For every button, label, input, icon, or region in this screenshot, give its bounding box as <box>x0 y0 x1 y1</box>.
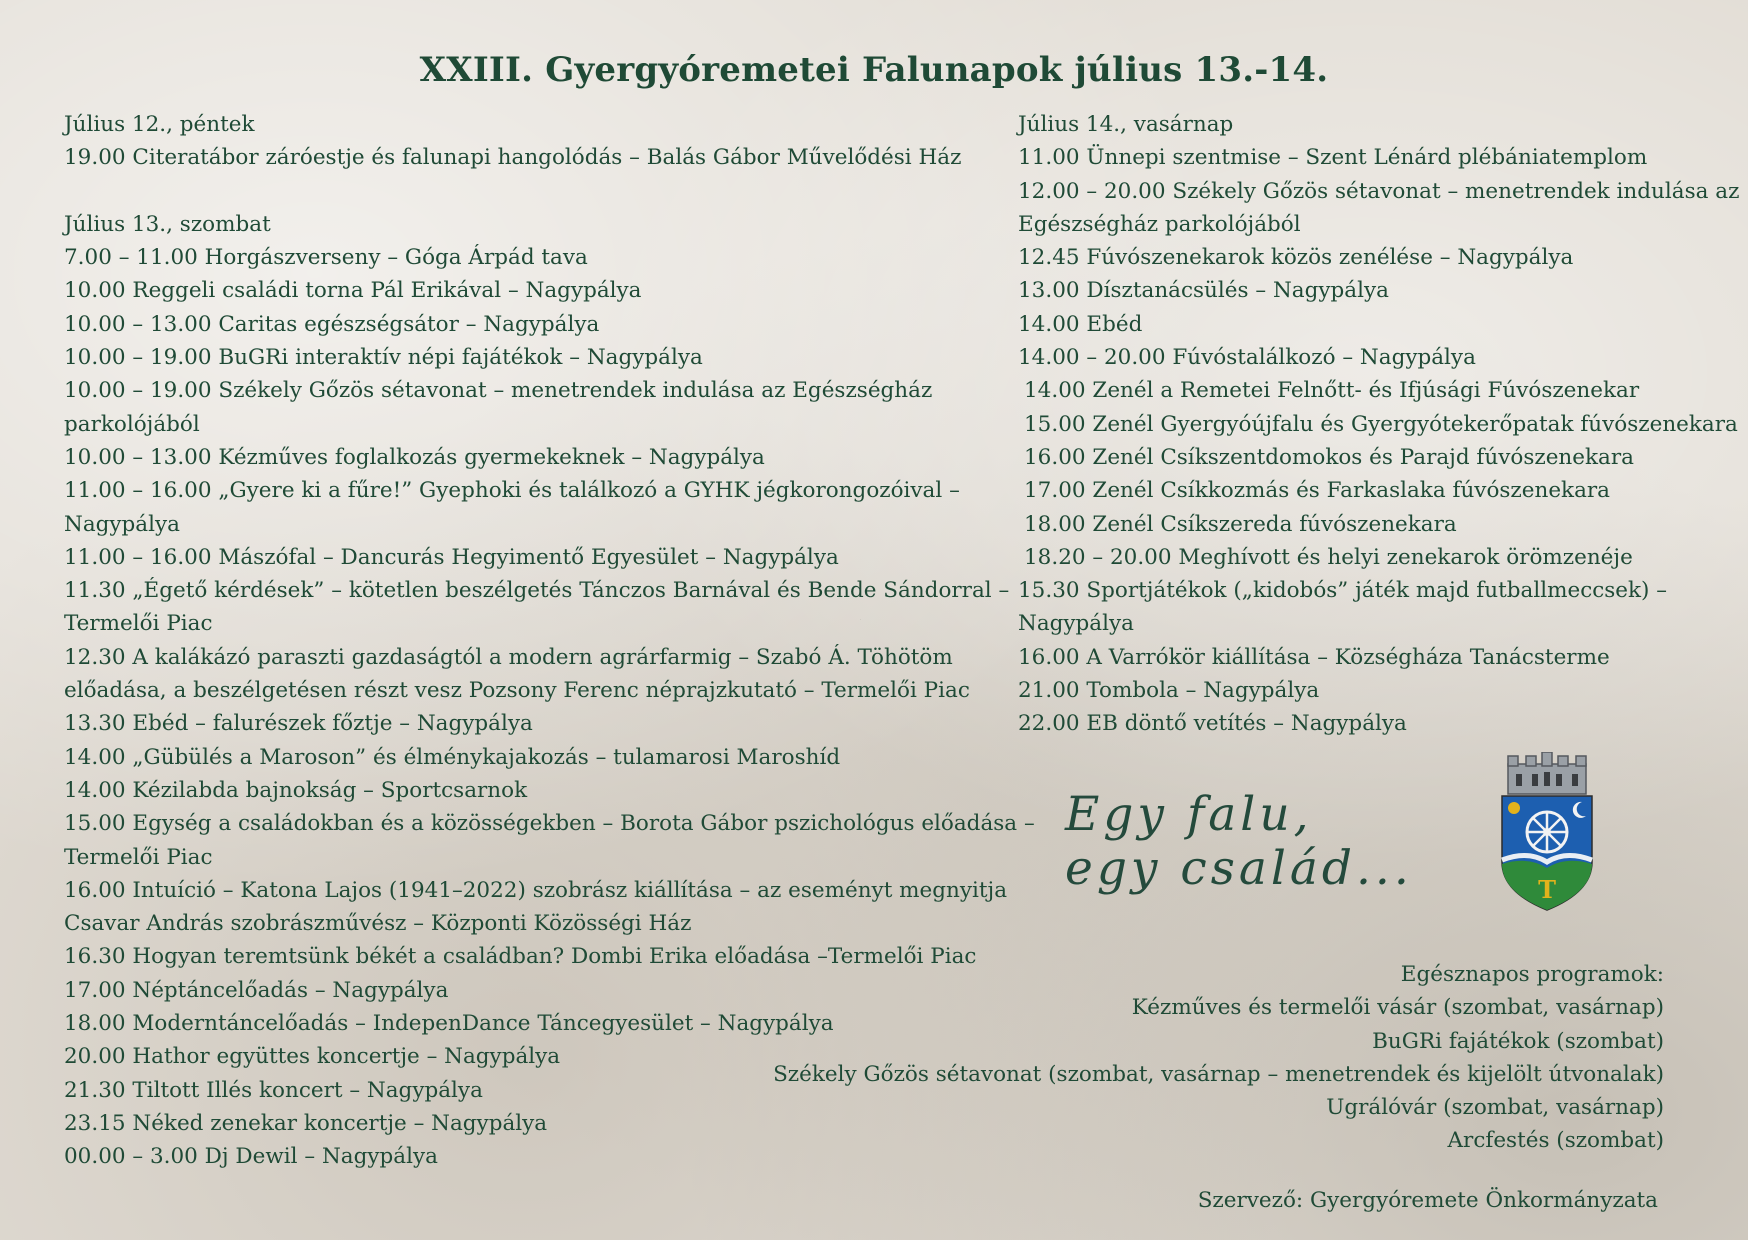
program-line: parkolójából <box>64 411 200 437</box>
faint-mark: · <box>860 617 862 622</box>
program-line: 12.00 – 20.00 Székely Gőzös sétavonat – menetrendek indulása az <box>1018 178 1740 204</box>
program-line: 19.00 Citeratábor záróestje és falunapi hangolódás – Balás Gábor Művelődési Ház <box>64 145 962 171</box>
organizer: Szervező: Gyergyóremete Önkormányzata <box>1197 1188 1658 1213</box>
program-line: 10.00 Reggeli családi torna Pál Erikával – Nagypálya <box>64 278 642 304</box>
program-line: 12.30 A kalákázó paraszti gazdaságtól a modern agrárfarmig – Szabó Á. Töhötöm <box>64 644 953 670</box>
program-line: 11.00 – 16.00 Mászófal – Dancurás Hegyimentő Egyesület – Nagypálya <box>64 544 839 570</box>
all-day-item: BuGRi fajátékok (szombat) <box>1372 1028 1664 1054</box>
all-day-item: Kézműves és termelői vásár (szombat, vasárnap) <box>1131 995 1664 1021</box>
program-line: 15.30 Sportjátékok („kidobós” játék majd futballmeccsek) – <box>1018 578 1668 604</box>
program-line: 14.00 Zenél a Remetei Felnőtt- és Ifjúsági Fúvószenekar <box>1024 378 1640 404</box>
all-day-item: Székely Gőzös sétavonat (szombat, vasárnap – menetrendek és kijelölt útvonalak) <box>773 1061 1664 1087</box>
program-line: 16.00 A Varrókör kiállítása – Községháza Tanácsterme <box>1018 644 1610 670</box>
program-line: 14.00 Kézilabda bajnokság – Sportcsarnok <box>64 777 528 803</box>
program-line: 21.30 Tiltott Illés koncert – Nagypálya <box>64 1077 483 1103</box>
program-line: Termelői Piac <box>64 611 213 637</box>
program-line: 10.00 – 13.00 Kézműves foglalkozás gyermekeknek – Nagypálya <box>64 444 765 470</box>
program-line: Nagypálya <box>1018 611 1134 637</box>
program-line: 16.00 Zenél Csíkszentdomokos és Parajd fúvószenekara <box>1024 444 1634 470</box>
program-line: 16.00 Intuíció – Katona Lajos (1941–2022) szobrász kiállítása – az eseményt megnyitja <box>64 877 1008 903</box>
program-line: 16.30 Hogyan teremtsünk békét a családban? Dombi Erika előadása –Termelői Piac <box>64 944 977 970</box>
program-line: 15.00 Egység a családokban és a közösségekben – Borota Gábor pszichológus előadása – <box>64 811 1035 837</box>
village-coat-of-arms-icon <box>1498 752 1596 912</box>
program-line: 18.20 – 20.00 Meghívott és helyi zenekarok örömzenéje <box>1024 544 1633 570</box>
program-line: 14.00 Ebéd <box>1018 311 1143 337</box>
program-line: 18.00 Zenél Csíkszereda fúvószenekara <box>1024 511 1457 537</box>
slogan-line-1: Egy falu, <box>1065 787 1313 842</box>
page-title: XXIII. Gyergyóremetei Falunapok július 13.-14. <box>419 50 1329 90</box>
program-line: 7.00 – 11.00 Horgászverseny – Góga Árpád tava <box>64 245 588 271</box>
all-day-heading: Egésznapos programok: <box>1400 962 1664 987</box>
program-line: 17.00 Néptáncelőadás – Nagypálya <box>64 977 449 1003</box>
program-line: 10.00 – 19.00 BuGRi interaktív népi fajátékok – Nagypálya <box>64 345 703 371</box>
program-line: 14.00 „Gübülés a Maroson” és élménykajakozás – tulamarosi Maroshíd <box>64 744 841 770</box>
program-line: 11.00 Ünnepi szentmise – Szent Lénárd plébániatemplom <box>1018 145 1648 171</box>
program-line: 10.00 – 19.00 Székely Gőzös sétavonat – menetrendek indulása az Egészségház <box>64 378 933 404</box>
program-line: Egészségház parkolójából <box>1018 211 1301 237</box>
program-line: Csavar András szobrászművész – Központi Közösségi Ház <box>64 911 692 937</box>
program-line: 11.30 „Égető kérdések” – kötetlen beszélgetés Tánczos Barnával és Bende Sándorral – <box>64 578 1010 604</box>
program-line: 12.45 Fúvószenekarok közös zenélése – Nagypálya <box>1018 245 1574 271</box>
program-line: 15.00 Zenél Gyergyóújfalu és Gyergyótekerőpatak fúvószenekara <box>1024 411 1738 437</box>
program-line: 23.15 Néked zenekar koncertje – Nagypálya <box>64 1110 548 1136</box>
program-line: Termelői Piac <box>64 844 213 870</box>
program-line: 11.00 – 16.00 „Gyere ki a fűre!” Gyephoki és találkozó a GYHK jégkorongozóival – <box>64 478 960 504</box>
program-line: 17.00 Zenél Csíkkozmás és Farkaslaka fúvószenekara <box>1024 478 1610 504</box>
svg-text:T: T <box>1538 875 1556 904</box>
program-line: Július 14., vasárnap <box>1018 112 1234 137</box>
program-line: 14.00 – 20.00 Fúvóstalálkozó – Nagypálya <box>1018 345 1476 371</box>
program-line: Nagypálya <box>64 511 180 537</box>
program-line: 22.00 EB döntő vetítés – Nagypálya <box>1018 711 1407 737</box>
program-line: előadása, a beszélgetésen részt vesz Pozsony Ferenc néprajzkutató – Termelői Piac <box>64 678 970 704</box>
program-line: 13.30 Ebéd – falurészek főztje – Nagypálya <box>64 711 533 737</box>
program-line: Július 13., szombat <box>64 211 271 237</box>
all-day-item: Arcfestés (szombat) <box>1447 1128 1664 1154</box>
all-day-programs <box>773 958 1664 1158</box>
program-line: 20.00 Hathor együttes koncertje – Nagypálya <box>64 1044 561 1070</box>
slogan <box>1065 788 1413 896</box>
program-line: 00.00 – 3.00 Dj Dewil – Nagypálya <box>64 1144 438 1170</box>
program-line: 10.00 – 13.00 Caritas egészségsátor – Nagypálya <box>64 311 600 337</box>
program-line: 21.00 Tombola – Nagypálya <box>1018 678 1320 704</box>
program-line: Július 12., péntek <box>64 112 255 137</box>
blank-line <box>64 175 964 208</box>
program-line: 13.00 Dísztanácsülés – Nagypálya <box>1018 278 1389 304</box>
all-day-item: Ugrálóvár (szombat, vasárnap) <box>1326 1095 1664 1121</box>
sunday-program-column <box>1018 108 1740 741</box>
program-line: 18.00 Moderntáncelőadás – IndepenDance Táncegyesület – Nagypálya <box>64 1011 834 1037</box>
slogan-line-2: egy család... <box>1065 841 1413 896</box>
